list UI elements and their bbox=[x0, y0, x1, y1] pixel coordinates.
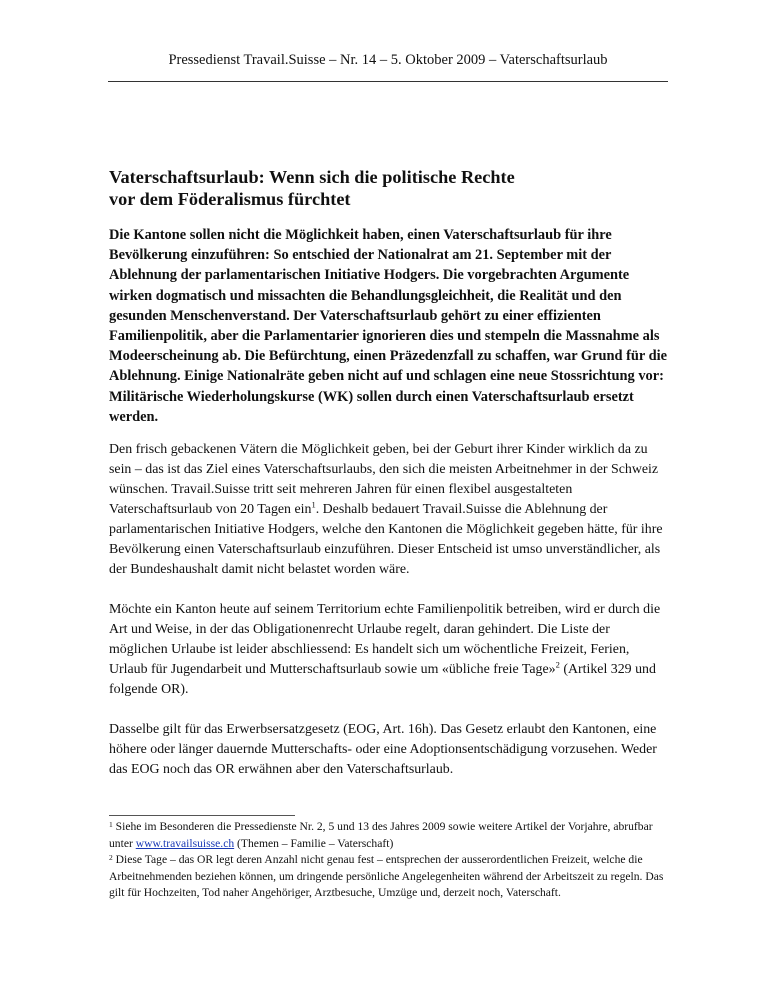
travailsuisse-link[interactable]: www.travailsuisse.ch bbox=[135, 836, 235, 850]
footnote-2-number: 2 bbox=[109, 853, 113, 862]
paragraph-1-text-b: . Deshalb bedauert Travail.Suisse die Ablehnung der parlamentarischen Initiative Hodgers, welche den Kantonen die Möglichkeit gegeben hätte, für ihre Bevölkerung einen Vaterschaftsurlaub einzuführen. Dieser Entscheid ist umso unverständlicher, als der Bundeshaushalt damit nicht belastet worden wäre. bbox=[109, 502, 663, 578]
paragraph-2 bbox=[109, 600, 669, 700]
footnote-ref-1: 1 bbox=[311, 499, 316, 510]
paragraph-2-text-a: Möchte ein Kanton heute auf seinem Territorium echte Familienpolitik betreiben, wird er durch die Art und Weise, in der das Obligationenrecht Urlaube regelt, daran gehindert. Die Liste der möglichen Urlaube ist leider abschliessend: Es handelt sich um wöchentliche Freizeit, Ferien, Urlaub für Jugendarbeit und Mutterschaftsurlaub sowie um «übliche freie Tage» bbox=[109, 602, 661, 678]
footnote-2-text: Diese Tage – das OR legt deren Anzahl nicht genau fest – entsprechen der ausserordentlichen Freizeit, welche die Arbeitnehmenden beziehen können, um dringende persönliche Angelegenheiten während der Arbeitszeit zu regeln. Das gilt für Hochzeiten, Tod naher Angehöriger, Arztbesuche, Umzüge und, derzeit noch, Vaterschaft. bbox=[109, 853, 664, 899]
footnote-2 bbox=[109, 852, 671, 902]
footnote-1 bbox=[109, 819, 671, 852]
article-title bbox=[109, 166, 669, 210]
paragraph-2-text-b: (Artikel 329 und folgende OR). bbox=[109, 662, 656, 698]
article-lead: Die Kantone sollen nicht die Möglichkeit haben, einen Vaterschaftsurlaub für ihre Bevölkerung einzuführen: So entschied der Nationalrat am 21. September mit der Ablehnung der parlamentarischen Initiative Hodgers. Die vorgebrachten Argumente wirken dogmatisch und missachten die Behandlungsgleichheit, die Realität und den gesunden Menschenverstand. Der Vaterschaftsurlaub gehört zu einer effizienten Familienpolitik, aber die Parlamentarier ignorieren dies und stempeln die Massnahme als Modeerscheinung ab. Die Befürchtung, einen Präzedenzfall zu schaffen, war Grund für die Ablehnung. Einige Nationalräte geben nicht auf und schlagen eine neue Stossrichtung vor: Militärische Wiederholungskurse (WK) sollen durch einen Vaterschaftsurlaub ersetzt werden. bbox=[109, 227, 668, 425]
page-header: Pressedienst Travail.Suisse – Nr. 14 – 5. Oktober 2009 – Vaterschaftsurlaub bbox=[168, 52, 608, 68]
paragraph-1-text-a: Den frisch gebackenen Vätern die Möglichkeit geben, bei der Geburt ihrer Kinder wirklich da zu sein – das ist das Ziel eines Vaterschaftsurlaubs, den sich die meisten Arbeitnehmer in der Schweiz wünschen. Travail.Suisse tritt seit mehreren Jahren für einen flexibel ausgestalteten Vaterschaftsurlaub von 20 Tagen ein bbox=[109, 442, 659, 518]
footnote-ref-2: 2 bbox=[555, 659, 560, 670]
footnote-1-number: 1 bbox=[109, 820, 113, 829]
paragraph-1 bbox=[109, 440, 669, 580]
footnotes bbox=[109, 819, 671, 902]
footnote-divider bbox=[109, 815, 295, 816]
paragraph-3: Dasselbe gilt für das Erwerbsersatzgesetz (EOG, Art. 16h). Das Gesetz erlaubt den Kantonen, eine höhere oder länger dauernde Mutterschafts- oder eine Adoptionsentschädigung vorzusehen. Weder das EOG noch das OR erwähnen aber den Vaterschaftsurlaub. bbox=[109, 722, 657, 778]
article-title-line-1: Vaterschaftsurlaub: Wenn sich die politische Rechte bbox=[109, 167, 515, 187]
footnote-1-text-b: (Themen – Familie – Vaterschaft) bbox=[234, 836, 394, 850]
article-body bbox=[109, 166, 669, 800]
footnote-1-text-a: Siehe im Besonderen die Pressedienste Nr. 2, 5 und 13 des Jahres 2009 sowie weitere Artikel der Vorjahre, abrufbar unter bbox=[109, 820, 653, 850]
article-title-line-2: vor dem Föderalismus fürchtet bbox=[109, 189, 351, 209]
header-divider bbox=[108, 81, 668, 82]
